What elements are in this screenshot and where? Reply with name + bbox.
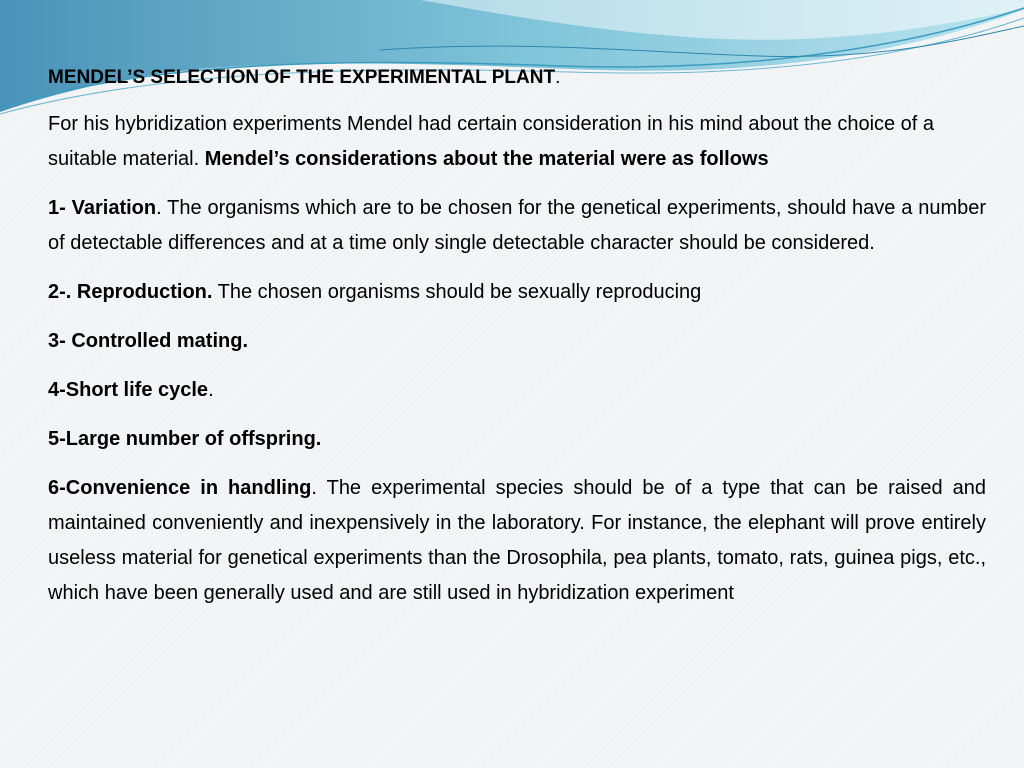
list-item	[48, 275, 986, 310]
item-text: . The organisms which are to be chosen for the genetical experiments, should have a number of detectable differences and at a time only single detectable character should be considered.	[48, 197, 987, 254]
intro-paragraph	[48, 107, 986, 177]
list-item	[48, 471, 986, 611]
list-item	[48, 191, 986, 261]
item-label: 2-. Reproduction.	[48, 281, 213, 303]
list-item	[48, 422, 986, 457]
list-item	[48, 324, 986, 359]
item-label: 1- Variation	[48, 197, 157, 219]
intro-text: For his hybridization experiments Mendel had certain consideration in his mind about the choice of a suitable material.	[48, 113, 935, 170]
item-text: The chosen organisms should be sexually reproducing	[212, 281, 702, 303]
item-label: 3- Controlled mating.	[48, 330, 248, 352]
slide-content	[48, 60, 986, 625]
intro-bold-text: Mendel’s considerations about the material were as follows	[204, 148, 769, 170]
item-label: 4-Short life cycle	[48, 379, 209, 401]
list-item	[48, 373, 986, 408]
slide-title: MENDEL’S SELECTION OF THE EXPERIMENTAL PLANT.	[48, 67, 561, 88]
item-text: . The experimental species should be of a type that can be raised and maintained conveniently and inexpensively in the laboratory. For instance, the elephant will prove entirely useless material for genetical experiments than the Drosophila, pea plants, tomato, rats, guinea pigs, etc., which have been generally used and are still used in hybridization experiment	[48, 477, 986, 604]
item-text: .	[208, 379, 214, 401]
item-label: 6-Convenience in handling	[48, 477, 312, 499]
item-label: 5-Large number of offspring.	[48, 428, 322, 450]
